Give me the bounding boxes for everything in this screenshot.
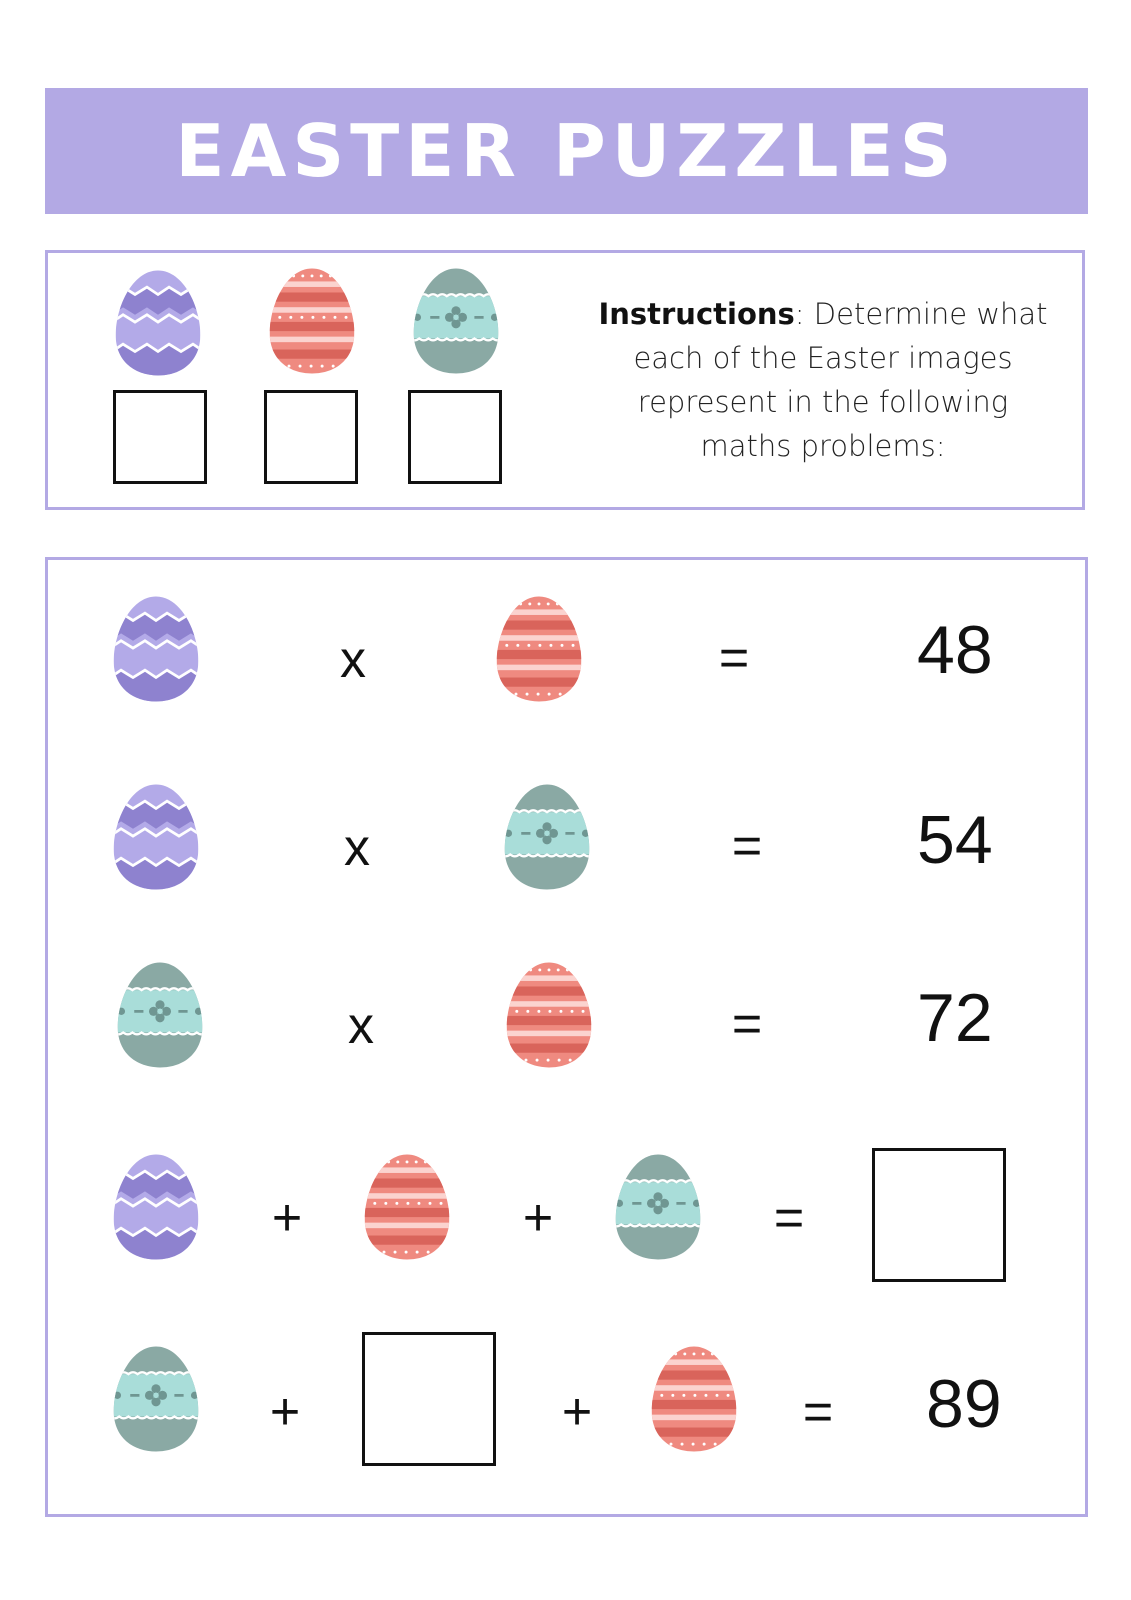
teal-floral-egg-icon xyxy=(110,1340,202,1458)
teal-egg-answer-box[interactable] xyxy=(408,390,502,484)
multiply-sign: x xyxy=(340,631,366,689)
purple-zigzag-egg-icon xyxy=(110,1148,202,1266)
teal-floral-egg-icon xyxy=(410,262,502,380)
equals-sign: = xyxy=(731,995,763,1053)
plus-sign: + xyxy=(522,1189,554,1247)
coral-striped-egg-icon xyxy=(266,262,358,380)
row4-answer-box[interactable] xyxy=(872,1148,1006,1282)
title-banner xyxy=(45,88,1088,214)
purple-zigzag-egg-icon xyxy=(110,778,202,896)
teal-floral-egg-icon xyxy=(501,778,593,896)
equals-sign: = xyxy=(773,1189,805,1247)
plus-sign: + xyxy=(269,1383,301,1441)
instructions-text xyxy=(588,292,1058,468)
result-value: 48 xyxy=(917,612,993,688)
purple-egg-answer-box[interactable] xyxy=(113,390,207,484)
equals-sign: = xyxy=(718,629,750,687)
plus-sign: + xyxy=(561,1383,593,1441)
page-title: EASTER PUZZLES xyxy=(175,109,958,193)
instructions-label: Instructions xyxy=(598,297,795,331)
coral-egg-answer-box[interactable] xyxy=(264,390,358,484)
equals-sign: = xyxy=(802,1383,834,1441)
multiply-sign: x xyxy=(348,997,374,1055)
teal-floral-egg-icon xyxy=(612,1148,704,1266)
coral-striped-egg-icon xyxy=(503,956,595,1074)
coral-striped-egg-icon xyxy=(361,1148,453,1266)
instructions-body: : Determine what each of the Easter images represent in the following maths problems: xyxy=(633,297,1048,463)
purple-zigzag-egg-icon xyxy=(110,590,202,708)
equals-sign: = xyxy=(731,817,763,875)
purple-zigzag-egg-icon xyxy=(112,264,204,382)
row5-missing-egg-box[interactable] xyxy=(362,1332,496,1466)
multiply-sign: x xyxy=(344,819,370,877)
result-value: 89 xyxy=(926,1366,1002,1442)
coral-striped-egg-icon xyxy=(493,590,585,708)
coral-striped-egg-icon xyxy=(648,1340,740,1458)
plus-sign: + xyxy=(271,1189,303,1247)
teal-floral-egg-icon xyxy=(114,956,206,1074)
result-value: 54 xyxy=(917,802,993,878)
result-value: 72 xyxy=(917,980,993,1056)
